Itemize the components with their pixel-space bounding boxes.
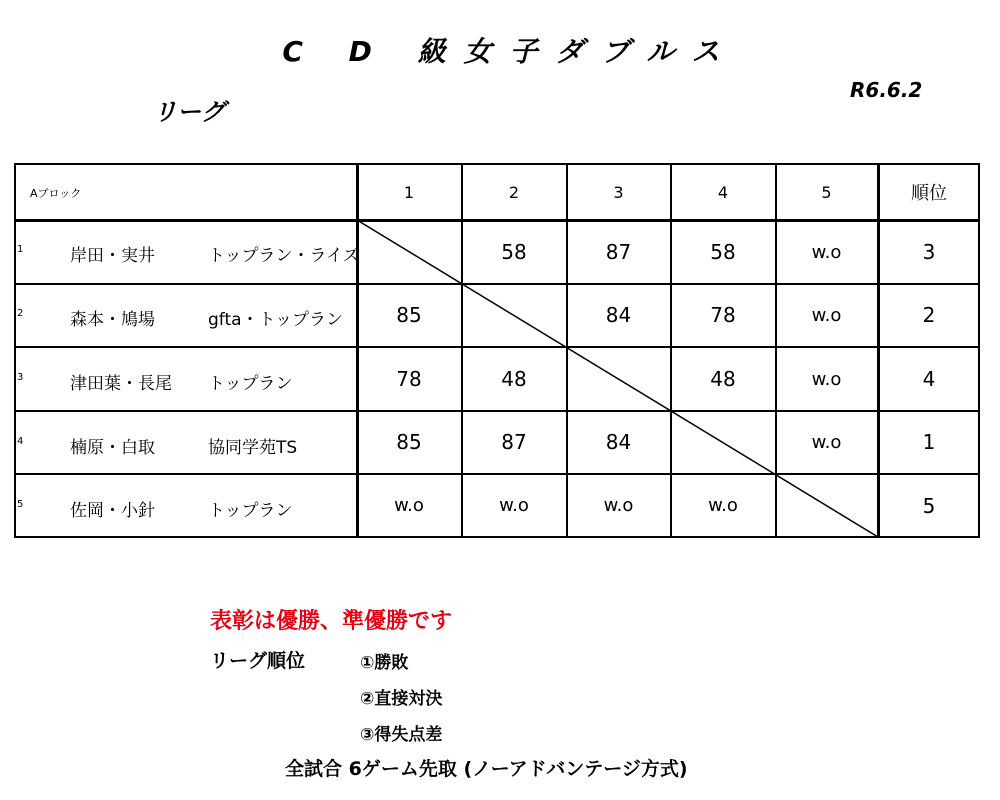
rank-cell: 4 xyxy=(922,367,936,391)
club-name: トップラン xyxy=(208,374,293,394)
score-cell: w.o xyxy=(811,304,842,326)
column-header: 4 xyxy=(717,182,729,202)
score-cell: w.o xyxy=(499,495,529,516)
club-name: 協同学苑TS xyxy=(208,438,298,458)
score-cell: 58 xyxy=(710,240,736,264)
player-names: 佐岡・小針 xyxy=(70,501,155,521)
column-header: 2 xyxy=(508,182,520,202)
score-cell: w.o xyxy=(708,495,738,516)
ranking-rule: ②直接対決 xyxy=(360,689,443,709)
player-names: 森本・鳩場 xyxy=(70,310,155,330)
row-number: 1 xyxy=(17,244,24,255)
match-format: 全試合 6ゲーム先取 (ノーアドバンテージ方式) xyxy=(285,758,688,780)
club-name: gfta・トップラン xyxy=(208,310,344,330)
block-label: Aブロック xyxy=(30,187,82,200)
player-names: 岸田・実井 xyxy=(70,246,155,266)
rank-header: 順位 xyxy=(911,183,947,204)
row-number: 5 xyxy=(17,499,24,510)
ranking-rules-title: リーグ順位 xyxy=(210,650,306,672)
score-cell: w.o xyxy=(811,431,842,453)
club-name: トップラン・ライズ xyxy=(208,246,360,266)
score-cell: w.o xyxy=(811,368,842,390)
club-name: トップラン xyxy=(208,501,293,521)
event-date: R6.6.2 xyxy=(850,78,923,102)
score-cell: 87 xyxy=(605,240,632,264)
row-number: 4 xyxy=(17,436,24,447)
score-cell: 85 xyxy=(396,303,422,327)
score-cell: w.o xyxy=(811,241,842,263)
award-notice: 表彰は優勝、準優勝です xyxy=(210,609,453,634)
column-header: 5 xyxy=(821,182,832,202)
page-title: C D 級女子ダブルス xyxy=(282,35,738,68)
ranking-rule: ①勝敗 xyxy=(360,653,409,673)
score-cell: 58 xyxy=(501,240,527,264)
rank-cell: 3 xyxy=(922,240,936,264)
score-cell: 84 xyxy=(605,303,632,327)
player-names: 楠原・白取 xyxy=(70,438,155,458)
player-names: 津田葉・長尾 xyxy=(70,374,172,394)
column-header: 1 xyxy=(403,182,415,202)
score-cell: 48 xyxy=(501,367,527,391)
score-cell: 48 xyxy=(710,367,736,391)
league-subtitle: リーグ xyxy=(153,98,225,126)
score-cell: 78 xyxy=(396,367,422,391)
row-number: 3 xyxy=(17,372,24,383)
ranking-rule: ③得失点差 xyxy=(360,725,443,745)
score-cell: 85 xyxy=(396,430,422,454)
score-cell: w.o xyxy=(394,495,424,516)
rank-cell: 1 xyxy=(922,430,936,454)
score-cell: 78 xyxy=(710,303,736,327)
column-header: 3 xyxy=(613,182,624,202)
rank-cell: 5 xyxy=(922,493,936,518)
rank-cell: 2 xyxy=(922,303,936,327)
score-cell: 87 xyxy=(501,430,527,454)
score-cell: w.o xyxy=(603,495,634,516)
score-cell: 84 xyxy=(605,430,632,454)
row-number: 2 xyxy=(17,308,24,319)
